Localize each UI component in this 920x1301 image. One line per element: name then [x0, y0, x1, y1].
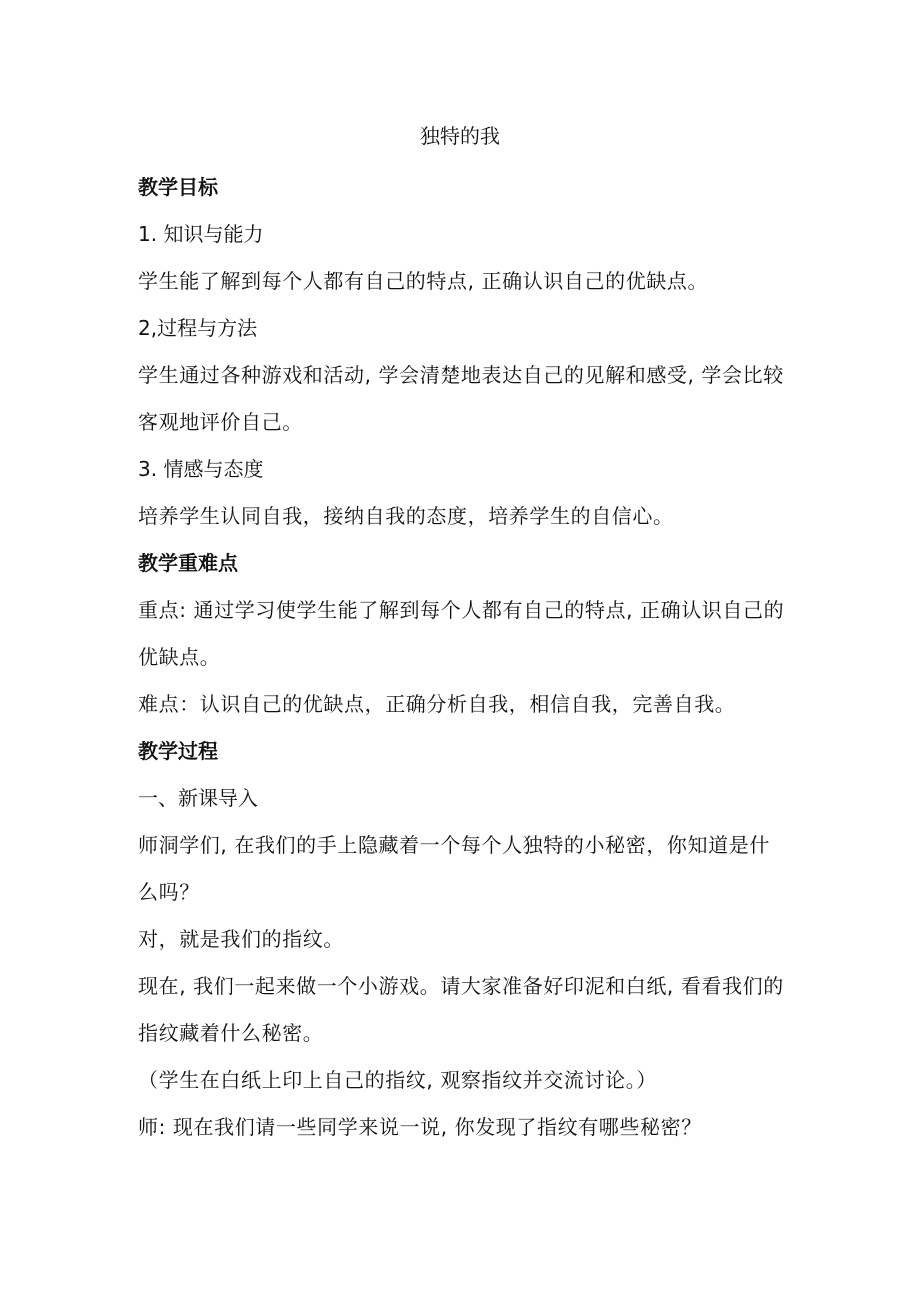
document-body — [138, 116, 788, 1151]
paragraph-game-instruction: 现在, 我们一起来做一个小游戏。请大家准备好印泥和白纸, 看看我们的指纹藏着什么秘密。 — [138, 974, 784, 1045]
page-title: 独特的我 — [420, 124, 500, 148]
subheading-emotion-attitude: 3. 情感与态度 — [138, 457, 264, 481]
paragraph-process-method: 学生通过各种游戏和活动, 学会清楚地表达自己的见解和感受, 学会比较客观地评价自己。 — [138, 363, 784, 434]
paragraph-key-point: 重点: 通过学习使学生能了解到每个人都有自己的特点, 正确认识自己的优缺点。 — [138, 598, 785, 669]
section-heading-objectives: 教学目标 — [138, 175, 218, 199]
section-heading-key-points: 教学重难点 — [138, 551, 238, 575]
paragraph-teacher-prompt: 师: 现在我们请一些同学来说一说, 你发现了指纹有哪些秘密？ — [138, 1115, 702, 1139]
section-heading-process: 教学过程 — [138, 739, 218, 763]
subheading-process-method: 2,过程与方法 — [138, 316, 258, 340]
paragraph-emotion-attitude: 培养学生认同自我，接纳自我的态度，培养学生的自信心。 — [138, 504, 674, 528]
paragraph-difficult-point: 难点：认识自己的优缺点，正确分析自我，相信自我，完善自我。 — [138, 692, 736, 716]
paragraph-knowledge-ability: 学生能了解到每个人都有自己的特点, 正确认识自己的优缺点。 — [138, 269, 709, 293]
subheading-knowledge-ability: 1. 知识与能力 — [138, 222, 264, 246]
paragraph-teacher-question: 师洞学们, 在我们的手上隐藏着一个每个人独特的小秘密，你知道是什么吗？ — [138, 833, 770, 904]
paragraph-student-activity: （学生在白纸上印上自己的指纹, 观察指纹并交流讨论。） — [138, 1068, 657, 1092]
subheading-introduction: 一、新课导入 — [138, 786, 258, 810]
paragraph-fingerprint-answer: 对，就是我们的指纹。 — [138, 927, 344, 951]
